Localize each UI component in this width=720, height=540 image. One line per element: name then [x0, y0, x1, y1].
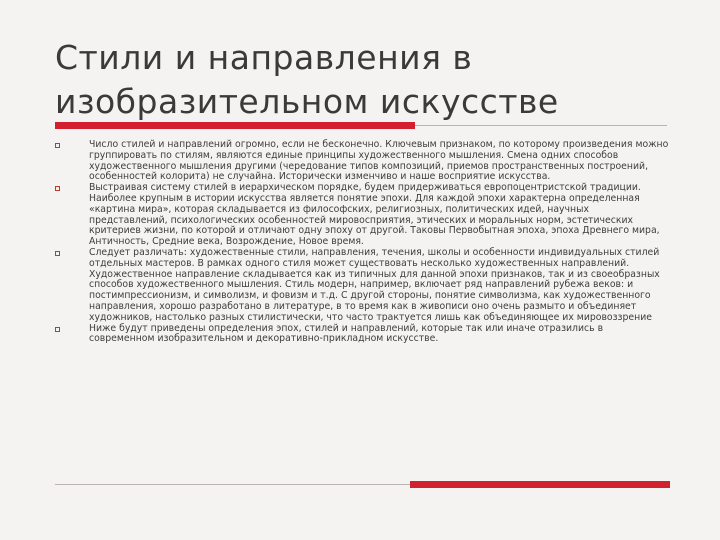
title-line-2: изобразительном искусстве: [55, 82, 559, 121]
square-bullet-icon: [55, 327, 60, 332]
list-item: [55, 248, 670, 324]
bullet-list: [55, 140, 670, 345]
list-item-text: Выстраивая систему стилей в иерархическом порядке, будем придерживаться европоцентристской традиции. Наиболее крупным в истории искусства является понятие эпохи. Для каждой эпохи характерна определенная «картина мира», которая складывается из философских, религиозных, политических идей, научных представлений, психологических особенностей мировосприятия, этических и моральных норм, эстетических критериев жизни, по которой и отличают одну эпоху от другой. Таковы Первобытная эпоха, эпоха Древнего мира, Античность, Средние века, Возрождение, Новое время.: [89, 182, 660, 248]
list-item-text: Число стилей и направлений огромно, если не бесконечно. Ключевым признаком, по которому произведения можно группировать по стилям, являются единые принципы художественного мышления. Смена одних способов художественного мышления другими (чередование типов композиций, приемов пространственных построений, особенностей колорита) не случайна. Исторически изменчиво и наше восприятие искусства.: [89, 139, 669, 183]
bottom-accent-bar: [410, 481, 670, 488]
list-item: [55, 324, 670, 346]
square-bullet-icon: [55, 251, 60, 256]
slide-title: [55, 36, 675, 124]
list-item: [55, 183, 670, 248]
square-bullet-icon: [55, 143, 60, 148]
top-accent-bar: [55, 122, 415, 129]
square-bullet-icon: [55, 186, 60, 191]
list-item-text: Следует различать: художественные стили, направления, течения, школы и особенности индивидуальных стилей отдельных мастеров. В рамках одного стиля может существовать несколько художественных направлений. Художественное направление складывается как из типичных для данной эпохи признаков, так и из своеобразных способов художественного мышления. Стиль модерн, например, включает ряд направлений рубежа веков: и постимпрессионизм, и символизм, и фовизм и т.д. С другой стороны, понятие символизма, как художественного направления, хорошо разработано в литературе, в то время как в живописи оно очень размыто и объединяет художников, настолько разных стилистически, что часто трактуется лишь как объединяющее их мировоззрение: [89, 246, 660, 323]
list-item: [55, 140, 670, 183]
list-item-text: Ниже будут приведены определения эпох, стилей и направлений, которые так или иначе отразились в современном изобразительном и декоративно-прикладном искусстве.: [89, 322, 604, 345]
title-line-1: Стили и направления в: [55, 38, 473, 77]
